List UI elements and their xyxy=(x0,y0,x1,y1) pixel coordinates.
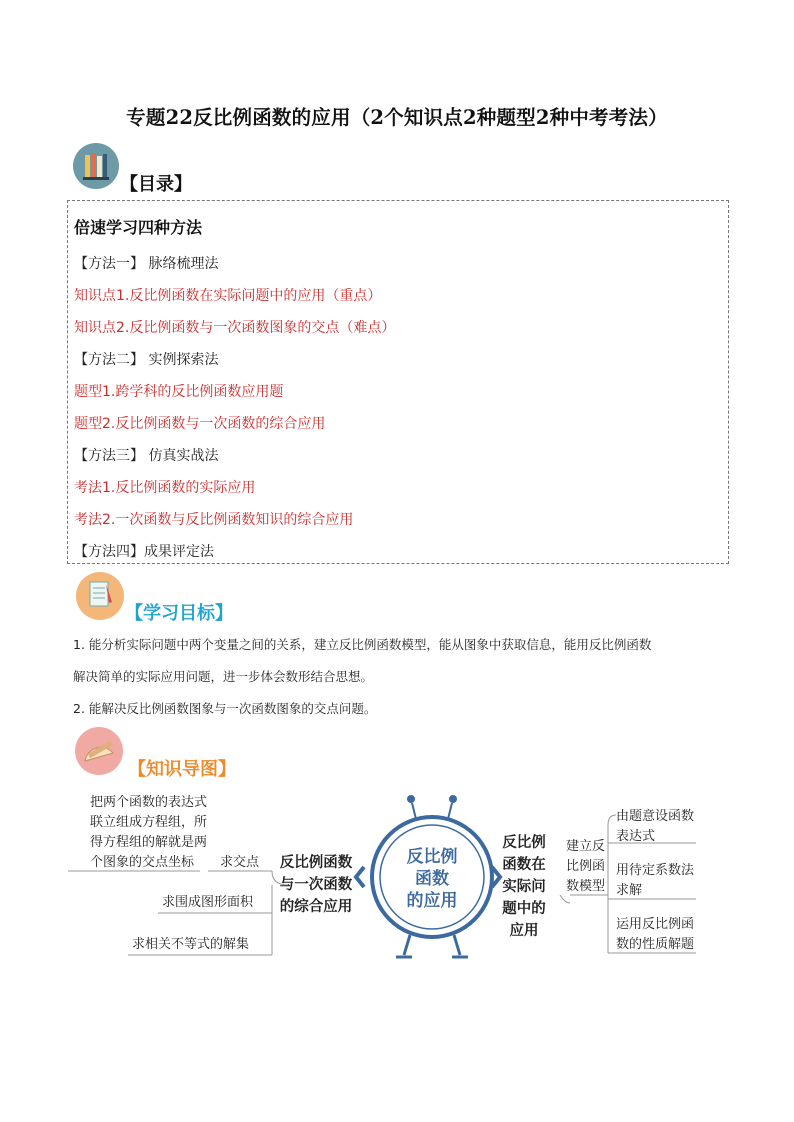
right-branch-line4: 题中的 xyxy=(502,901,546,917)
right-leaf-3-line1: 运用反比例函 xyxy=(616,917,695,932)
left-leaf-intersection: 求交点 xyxy=(220,855,260,870)
right-leaf-2-line2: 求解 xyxy=(616,883,643,898)
left-note-line2: 联立组成方程组，所 xyxy=(90,815,208,830)
left-branch-line1: 反比例函数 xyxy=(279,855,353,871)
right-branch-line3: 实际问 xyxy=(502,879,546,895)
left-note-line4: 个图象的交点坐标 xyxy=(90,855,195,870)
toc-item[interactable]: 考法2.一次函数与反比例函数知识的综合应用 xyxy=(74,512,354,528)
books-icon xyxy=(73,143,119,189)
left-leaf-area: 求围成图形面积 xyxy=(162,895,254,910)
left-leaf-inequality: 求相关不等式的解集 xyxy=(132,937,250,952)
mind-map-center-line3: 的应用 xyxy=(406,891,458,911)
right-branch-line1: 反比例 xyxy=(502,835,546,851)
left-note-line3: 得方程组的解就是两 xyxy=(90,835,208,850)
right-sub-line2: 比例函 xyxy=(566,859,606,874)
right-branch-line2: 函数在 xyxy=(502,857,546,873)
right-leaf-1-line2: 表达式 xyxy=(616,829,656,844)
toc-item[interactable]: 考法1.反比例函数的实际应用 xyxy=(74,480,256,496)
toc-item[interactable]: 【方法二】 实例探索法 xyxy=(74,352,219,368)
right-sub-line3: 数模型 xyxy=(566,879,606,894)
notebook-icon xyxy=(76,572,124,620)
toc-item[interactable]: 【方法一】 脉络梳理法 xyxy=(74,256,219,272)
toc-item[interactable]: 题型1.跨学科的反比例函数应用题 xyxy=(74,384,284,400)
goal-item-1-line2: 解决简单的实际应用问题，进一步体会数形结合思想。 xyxy=(73,669,374,684)
ruler-protractor-icon xyxy=(75,727,123,775)
right-leaf-2-line1: 用待定系数法 xyxy=(616,863,695,878)
goal-item-1-line1: 1. 能分析实际问题中两个变量之间的关系，建立反比例函数模型，能从图象中获取信息，能用反比例函数 xyxy=(73,637,652,652)
mind-map-center-line2: 函数 xyxy=(415,869,449,889)
mind-map-center-line1: 反比例 xyxy=(406,847,458,867)
goal-item-2: 2. 能解决反比例函数图象与一次函数图象的交点问题。 xyxy=(73,701,377,716)
toc-box xyxy=(67,200,729,564)
mind-map xyxy=(60,785,740,995)
left-branch-line3: 的综合应用 xyxy=(279,899,353,915)
page-title: 专题22反比例函数的应用（2个知识点2种题型2种中考考法） xyxy=(126,106,668,129)
left-note-line1: 把两个函数的表达式 xyxy=(90,795,208,810)
right-sub-line1: 建立反 xyxy=(566,839,606,854)
toc-heading: 【目录】 xyxy=(120,174,192,195)
left-branch-line2: 与一次函数 xyxy=(279,877,353,893)
toc-title: 倍速学习四种方法 xyxy=(74,218,203,237)
toc-item[interactable]: 知识点1.反比例函数在实际问题中的应用（重点） xyxy=(74,288,382,304)
goals-heading: 【学习目标】 xyxy=(125,603,233,624)
toc-item[interactable]: 【方法四】成果评定法 xyxy=(74,544,214,560)
toc-item[interactable]: 【方法三】 仿真实战法 xyxy=(74,448,219,464)
toc-item[interactable]: 题型2.反比例函数与一次函数的综合应用 xyxy=(74,416,326,432)
right-branch-line5: 应用 xyxy=(509,923,539,939)
map-heading: 【知识导图】 xyxy=(128,759,236,780)
toc-item[interactable]: 知识点2.反比例函数与一次函数图象的交点（难点） xyxy=(74,320,396,336)
right-leaf-3-line2: 数的性质解题 xyxy=(616,937,695,952)
right-leaf-1-line1: 由题意设函数 xyxy=(616,809,695,824)
